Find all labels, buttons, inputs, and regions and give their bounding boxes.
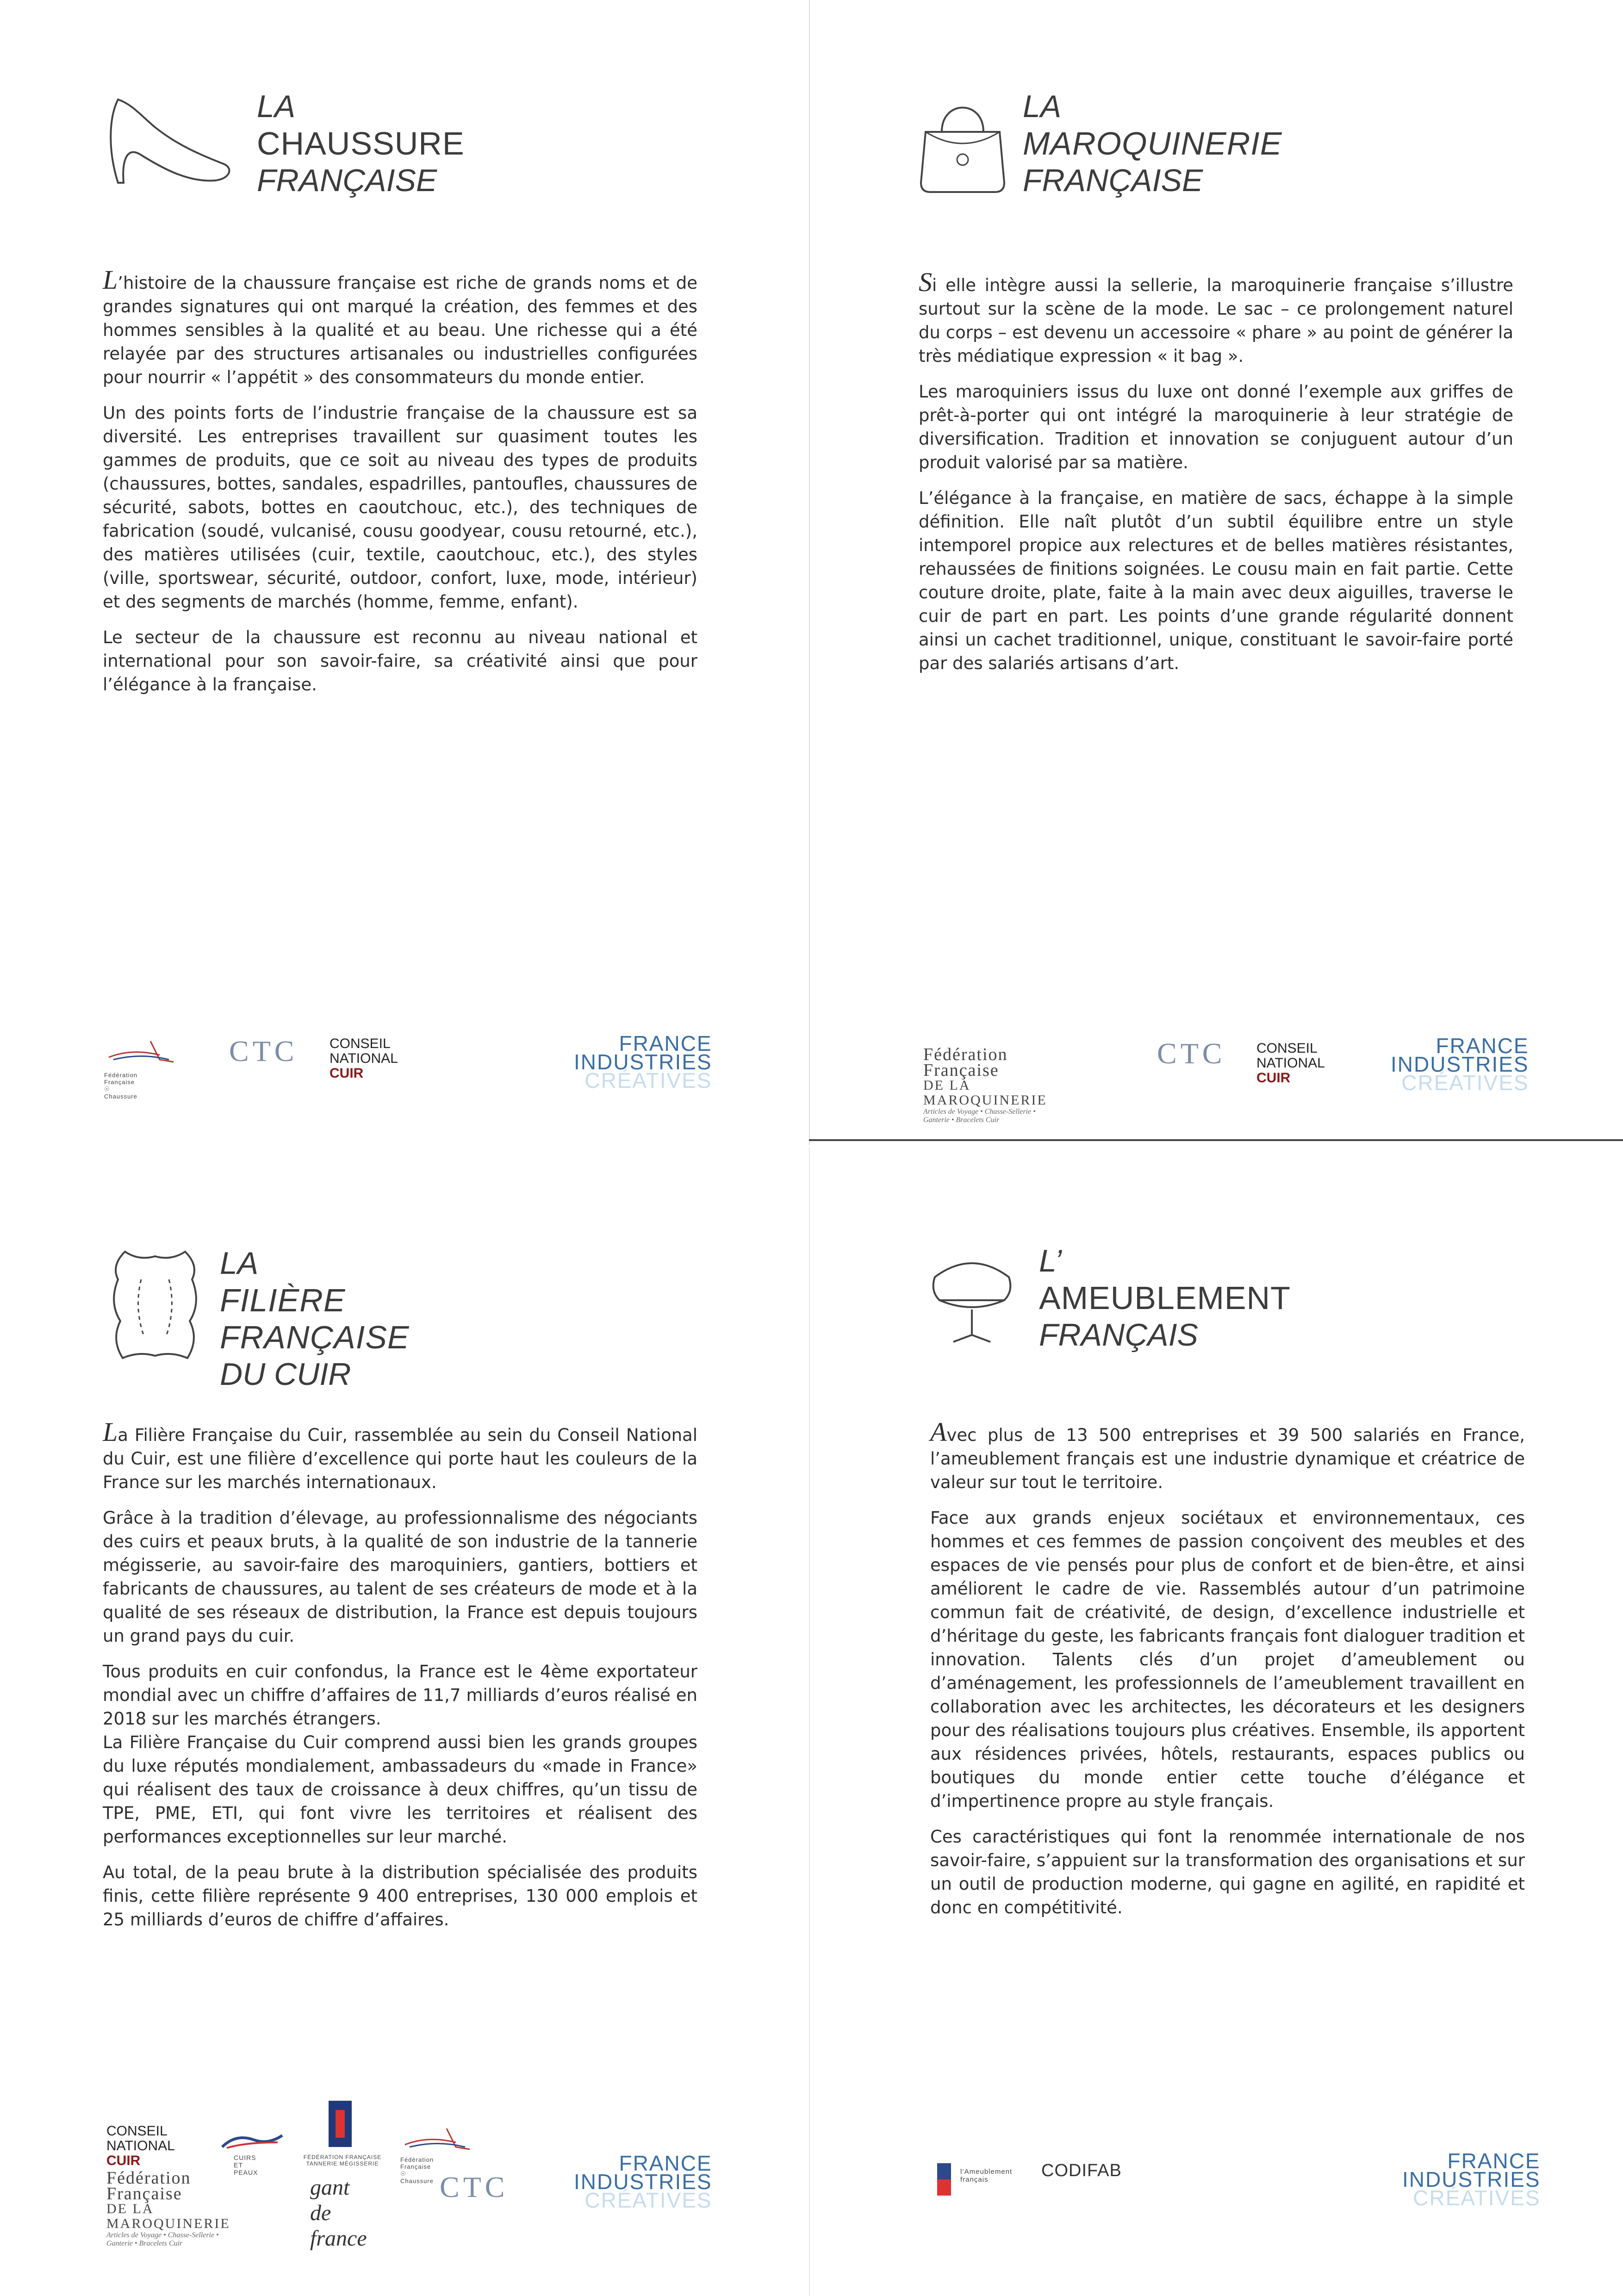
title-line-1: LA (257, 89, 296, 124)
text-maroquinerie (919, 267, 1513, 687)
ffm-line-1: Fédération Française (923, 1045, 1008, 1080)
dropcap: S (919, 267, 932, 297)
paragraph-3: L’élégance à la française, en matière de sacs, échappe à la simple définition. Elle naît plutôt d’un subtil équilibre entre un style intemporel propice aux relectures et de belles matières résistantes, rehaussées de finitions soignées. Le cousu main en fait partie. Cette couture droite, plate, faite à la main avec deux aiguilles, traverse le cuir de part en part. Les points d’une grande régularité donnent ainsi un cachet traditionnel, unique, constituant le savoir-faire porté par des salariés artisans d’art. (919, 488, 1513, 673)
horizontal-divider (809, 1139, 1623, 1141)
cnc-logo (330, 1036, 398, 1081)
title-line-3: FRANÇAISE (1023, 163, 1203, 198)
text-chaussure (103, 265, 697, 708)
vertical-divider-lower (809, 1148, 810, 2296)
ffm-line-2: DE LA MAROQUINERIE (106, 2201, 230, 2231)
title-line-2: FILIÈRE FRANÇAISE (220, 1282, 410, 1355)
ffm-line-3: Articles de Voyage • Chasse-Sellerie • Ganterie • Bracelets Cuir (106, 2231, 219, 2247)
paragraph-5: Au total, de la peau brute à la distribution spécialisée des produits finis, cette filière représente 9 400 entreprises, 130 000 emplois et 25 milliards d’euros de chiffre d’affaires. (103, 1862, 697, 1930)
fic-line-3: CRÉATIVES (585, 2188, 712, 2212)
title-line-1: LA (220, 1246, 259, 1281)
paragraph-1 (930, 1417, 1525, 1494)
cnc-line-1: CONSEIL (1256, 1041, 1318, 1056)
ffm-line-3: Articles de Voyage • Chasse-Sellerie • Ganterie • Bracelets Cuir (923, 1108, 1036, 1124)
high-heel-shoe-icon (99, 90, 238, 190)
cnc-line-3: CUIR (1256, 1070, 1291, 1086)
ffm-line-2: DE LA MAROQUINERIE (923, 1078, 1047, 1108)
cnc-line-2: NATIONAL (1256, 1055, 1325, 1071)
ffc-logo-text: Fédération Française ☉ Chaussure (104, 1072, 138, 1100)
ffm-logo (923, 1047, 1047, 1124)
title-line-3: DU CUIR (220, 1357, 351, 1392)
paragraph-text: ’histoire de la chaussure française est riche de grands noms et de grandes signatures qui ont marqué la création, des femmes et des hommes sensibles à la qualité et au beau. Une richesse qui a été relayée par des structures artisanales ou industrielles configurées pour nourrir « l’appétit » des consommateurs du monde entier. (103, 273, 697, 387)
fic-line-1: FRANCE (619, 2151, 712, 2175)
fic-line-3: CRÉATIVES (1413, 2186, 1541, 2210)
paragraph-2: Un des points forts de l’industrie française de la chaussure est sa diversité. Les entreprises travaillent sur quasiment toutes les gammes de produits, que ce soit au niveau des types de produits (chaussures, bottes, sandales, espadrilles, pantoufles, chaussures de sécurité, sabots, bottes en caoutchouc, etc.), des techniques de fabrication (soudé, vulcanisé, cousu goodyear, cousu retourné, etc.), des matières utilisées (cuir, textile, caoutchouc, etc.), des styles (ville, sportswear, sécurité, outdoor, confort, luxe, mode, intérieur) et des segments de marchés (homme, femme, enfant). (103, 403, 697, 612)
cnc-line-2: NATIONAL (330, 1051, 398, 1066)
cnc-line-1: CONSEIL (106, 2123, 168, 2139)
fic-logo (574, 2151, 712, 2212)
cnc-line-3: CUIR (106, 2153, 141, 2168)
paragraph-3: Tous produits en cuir confondus, la France est le 4ème exportateur mondial avec un chiffre d’affaires de 11,7 milliards d’euros réalisé en 2018 sur les marchés étrangers. (103, 1662, 697, 1729)
fic-logo (574, 1031, 712, 1092)
tannerie-logo-text: FÉDÉRATION FRANÇAISE TANNERIE MÉGISSERIE (303, 2154, 382, 2167)
title-line-1: L’ (1039, 1243, 1062, 1278)
armchair-icon (921, 1249, 1023, 1351)
ameublement-logo-icon (935, 2161, 953, 2198)
title-line-2: AMEUBLEMENT (1039, 1280, 1291, 1316)
ffm-line-1: Fédération Française (106, 2168, 191, 2203)
paragraph-text: a Filière Française du Cuir, rassemblée au sein du Conseil National du Cuir, est une filière d’excellence qui porte haut les couleurs de la France sur les marchés internationaux. (103, 1425, 697, 1492)
paragraph-text: i elle intègre aussi la sellerie, la maroquinerie française s’illustre surtout sur la scène de la mode. Le sac – ce prolongement naturel du corps – est devenu un accessoire « phare » au point de générer la très médiatique expression « it bag ». (919, 275, 1513, 366)
gant-de-france-logo: gant de france (310, 2175, 367, 2251)
vertical-divider (809, 0, 810, 1145)
ffc-logo-icon (400, 2124, 507, 2156)
paragraph-1 (103, 1417, 697, 1494)
paragraph-2: Face aux grands enjeux sociétaux et environnementaux, ces hommes et ces femmes de passion conçoivent des meubles et des espaces de vie pensés pour plus de confort et de bien-être, et ainsi améliorent le cadre de vie. Rassemblés autour d’un patrimoine commun fait de créativité, de design, d’excellence industrielle et d’héritage du geste, les fabricants français font dialoguer tradition et innovation. Talents clés d’un projet d’ameublement ou d’aménagement, les professionnels de l’ameublement travaillent en collaboration avec les architectes, les décorateurs et les designers pour des réalisations toujours plus créatives. Ensemble, ils apportent aux résidences privées, hôtels, restaurants, espaces publics ou boutiques du monde entier cette touche d’élégance et d’impertinence propre au style français. (930, 1508, 1525, 1811)
title-line-1: LA (1023, 89, 1062, 124)
paragraph-3: Ces caractéristiques qui font la renommée internationale de nos savoir-faire, s’appuient sur la transformation des organisations et sur un outil de production moderne, qui gagne en agilité, en rapidité et donc en compétitivité. (930, 1827, 1525, 1917)
cnc-line-2: NATIONAL (106, 2138, 175, 2153)
paragraph-2: Grâce à la tradition d’élevage, au professionnalisme des négociants des cuirs et peaux bruts, à la qualité de son industrie de la tannerie mégisserie, au savoir-faire des maroquiniers, gantiers, bottiers et fabricants de chaussures, au talent de ses créateurs de mode et à la qualité de ses réseaux de distribution, la France est depuis toujours un grand pays du cuir. (103, 1508, 697, 1646)
fic-line-3: CRÉATIVES (1401, 1071, 1529, 1095)
fic-line-1: FRANCE (1436, 1034, 1529, 1058)
ctc-logo: CTC (440, 2171, 509, 2203)
fic-line-1: FRANCE (1447, 2149, 1541, 2173)
fic-logo (1402, 2149, 1541, 2210)
cnc-line-1: CONSEIL (330, 1036, 391, 1051)
ffc-logo-icon (104, 1034, 215, 1071)
text-ameublement (930, 1417, 1525, 1931)
fic-logo (1391, 1034, 1529, 1095)
fic-line-2: INDUSTRIES (1402, 2167, 1541, 2191)
leather-hide-icon (106, 1247, 204, 1363)
title-cuir (220, 1245, 410, 1393)
dropcap: L (103, 1417, 118, 1447)
paragraph-4: La Filière Française du Cuir comprend aussi bien les grands groupes du luxe réputés mondialement, ambassadeurs du «made in France» qui réalisent des taux de croissance à deux chiffres, qu’un tissu de TPE, PME, ETI, qui font vivre les territoires et réalisent des performances exceptionnelles sur leur marché. (103, 1732, 697, 1847)
dropcap: A (930, 1417, 947, 1447)
fic-line-1: FRANCE (619, 1031, 712, 1055)
text-cuir (103, 1417, 697, 1943)
handbag-icon (916, 90, 1009, 197)
title-line-2: MAROQUINERIE (1023, 125, 1282, 161)
ctc-logo: CTC (229, 1035, 298, 1067)
fic-line-2: INDUSTRIES (574, 1050, 712, 1074)
title-chaussure (257, 88, 465, 199)
title-maroquinerie (1023, 88, 1282, 199)
fic-line-3: CRÉATIVES (585, 1068, 712, 1092)
cuirs-et-peaux-logo-icon (218, 2128, 287, 2152)
paragraph-1 (919, 267, 1513, 368)
cnc-logo (1256, 1041, 1325, 1086)
dropcap: L (103, 265, 118, 295)
title-line-3: FRANÇAISE (257, 163, 437, 198)
ameublement-logo-text: l’Ameublement français (960, 2168, 1013, 2184)
cnc-line-3: CUIR (330, 1066, 364, 1081)
ctc-logo: CTC (1157, 1037, 1226, 1070)
title-ameublement (1039, 1242, 1291, 1353)
title-line-3: FRANÇAIS (1039, 1317, 1198, 1353)
ffm-logo (106, 2170, 230, 2248)
paragraph-2: Les maroquiniers issus du luxe ont donné l’exemple aux griffes de prêt-à-porter qui ont intégré la maroquinerie à leur stratégie de diversification. Tradition et innovation se conjuguent autour d’un produit valorisé par sa matière. (919, 382, 1513, 472)
fic-line-2: INDUSTRIES (1391, 1052, 1529, 1076)
paragraph-3: Le secteur de la chaussure est reconnu au niveau national et international pour son savoir-faire, sa créativité ainsi que pour l’élégance à la française. (103, 627, 697, 695)
cnc-logo (106, 2124, 175, 2168)
fic-line-2: INDUSTRIES (574, 2170, 712, 2194)
cuirs-et-peaux-logo-text: CUIRS ET PEAUX (234, 2154, 258, 2176)
tannerie-logo-icon (319, 2096, 361, 2152)
title-line-2: CHAUSSURE (257, 125, 465, 161)
paragraph-text: vec plus de 13 500 entreprises et 39 500 salariés en France, l’ameublement français est une industrie dynamique et créatrice de valeur sur tout le territoire. (930, 1425, 1525, 1492)
codifab-logo: CODIFAB (1041, 2161, 1122, 2180)
paragraph-1 (103, 265, 697, 389)
ffc-logo-text: Fédération Française ☉ Chaussure (400, 2156, 434, 2184)
